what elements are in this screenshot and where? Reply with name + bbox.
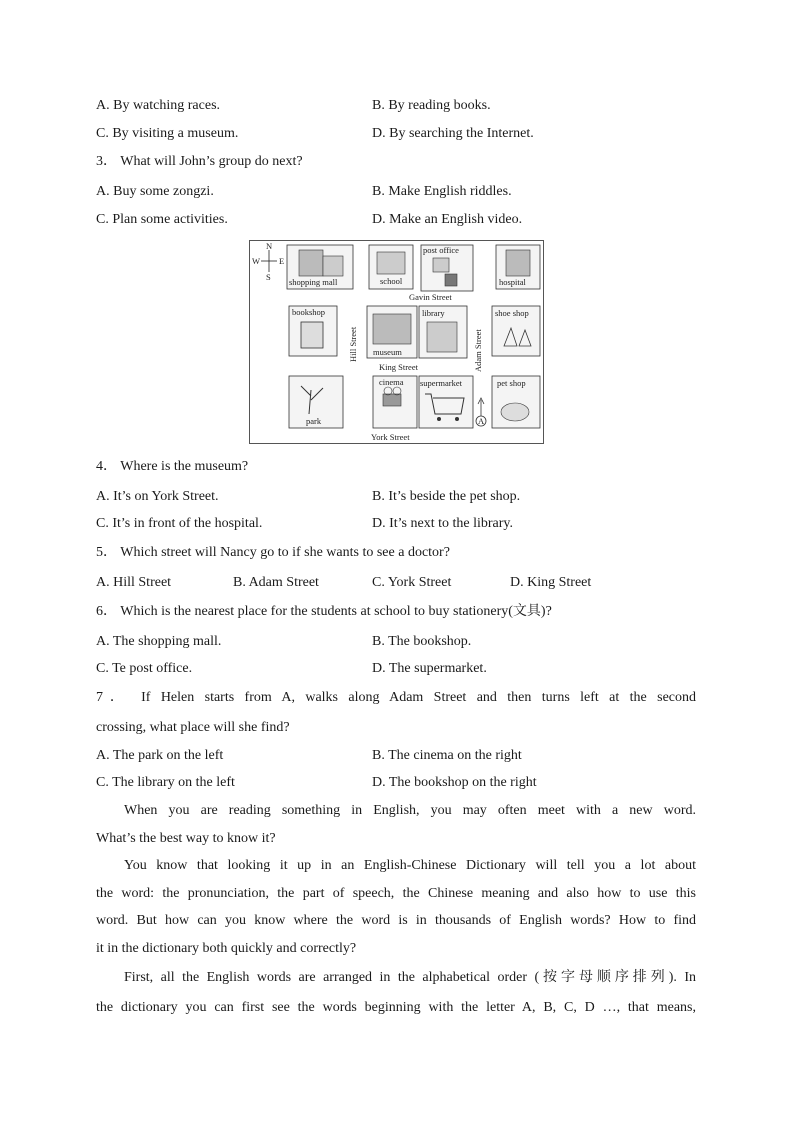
q6-option-b: B. The bookshop. (372, 634, 472, 649)
q5-option-a: A. Hill Street (96, 575, 172, 590)
label-king-street: King Street (379, 362, 418, 372)
shoe-shop-block (492, 306, 540, 356)
label-adam-street: Adam Street (473, 329, 483, 372)
compass-s: S (266, 272, 271, 282)
q5-option-c: C. York Street (372, 575, 452, 590)
school-icon (377, 252, 405, 274)
q7-option-d: D. The bookshop on the right (372, 775, 537, 790)
passage-p1-line1: When you are reading something in English, you may often meet with a new word. (124, 803, 696, 818)
q6-stem: 6． Which is the nearest place for the students at school to buy stationery(文具)? (96, 604, 552, 619)
library-icon (427, 322, 457, 352)
q5-option-d: D. King Street (510, 575, 592, 590)
q6-option-d: D. The supermarket. (372, 661, 487, 676)
pet-shop-block (492, 376, 540, 428)
q6-option-c: C. Te post office. (96, 661, 193, 676)
q3-option-c: C. Plan some activities. (96, 212, 228, 227)
camera-icon (383, 394, 401, 406)
q7-option-b: B. The cinema on the right (372, 748, 522, 763)
hospital-icon (506, 250, 530, 276)
q2-option-d: D. By searching the Internet. (372, 126, 534, 141)
q7-stem-line1: 7． If Helen starts from A, walks along Adam Street and then turns left at the second (96, 690, 696, 705)
label-hospital: hospital (499, 277, 526, 287)
q7-stem-line2: crossing, what place will she find? (96, 720, 290, 735)
label-post-office: post office (423, 245, 459, 255)
passage-p3-line1: First, all the English words are arranged in the alphabetical order (按字母顺序排列). In (124, 970, 696, 985)
label-museum: museum (373, 347, 402, 357)
passage-p2-line1: You know that looking it up in an English-Chinese Dictionary will tell you a lot about (124, 858, 696, 873)
museum-block (367, 306, 417, 358)
cinema-block (373, 376, 417, 428)
q4-stem: 4． Where is the museum? (96, 459, 249, 474)
label-shopping-mall: shopping mall (289, 277, 338, 287)
passage-p1-line2: What’s the best way to know it? (96, 831, 276, 846)
q6-option-a: A. The shopping mall. (96, 634, 222, 649)
label-point-a: A (478, 416, 485, 426)
shopping-mall-icon (299, 250, 323, 276)
school-block (369, 245, 413, 289)
q2-option-a: A. By watching races. (96, 98, 221, 113)
compass-e: E (279, 256, 285, 266)
library-block (419, 306, 467, 358)
q7-option-c: C. The library on the left (96, 775, 235, 790)
passage-p2-line4: it in the dictionary both quickly and correctly? (96, 941, 357, 956)
label-library: library (422, 308, 445, 318)
q5-option-b: B. Adam Street (233, 575, 319, 590)
q4-option-b: B. It’s beside the pet shop. (372, 489, 521, 504)
label-shoe-shop: shoe shop (495, 308, 529, 318)
shopping-mall-block (287, 245, 353, 289)
label-bookshop: bookshop (292, 307, 326, 317)
q7-option-a: A. The park on the left (96, 748, 224, 763)
label-pet-shop: pet shop (497, 378, 526, 388)
street-map-figure (249, 240, 544, 444)
q3-option-a: A. Buy some zongzi. (96, 184, 214, 199)
label-supermarket: supermarket (420, 378, 463, 388)
label-york-street: York Street (371, 432, 410, 442)
park-block (289, 376, 343, 428)
supermarket-block (419, 376, 473, 428)
label-park: park (306, 416, 322, 426)
label-hill-street: Hill Street (348, 326, 358, 362)
post-office-block (421, 245, 473, 291)
q3-stem: 3． What will John’s group do next? (96, 154, 303, 169)
book-icon (301, 322, 323, 348)
compass-w: W (252, 256, 261, 266)
label-school: school (380, 276, 403, 286)
q2-option-c: C. By visiting a museum. (96, 126, 239, 141)
hospital-block (496, 245, 540, 289)
q4-option-a: A. It’s on York Street. (96, 489, 219, 504)
post-office-icon (433, 258, 449, 272)
label-gavin-street: Gavin Street (409, 292, 452, 302)
museum-icon (373, 314, 411, 344)
q4-option-d: D. It’s next to the library. (372, 516, 514, 531)
q4-option-c: C. It’s in front of the hospital. (96, 516, 263, 531)
cat-icon (501, 403, 529, 421)
passage-p3-line2: the dictionary you can first see the words beginning with the letter A, B, C, D …, that means, (96, 1000, 696, 1015)
q3-option-b: B. Make English riddles. (372, 184, 512, 199)
q2-option-b: B. By reading books. (372, 98, 491, 113)
compass-n: N (266, 241, 273, 251)
bookshop-block (289, 306, 337, 356)
passage-p2-line2: the word: the pronunciation, the part of speech, the Chinese meaning and also how to use this (96, 886, 696, 901)
q3-option-d: D. Make an English video. (372, 212, 523, 227)
q5-stem: 5． Which street will Nancy go to if she wants to see a doctor? (96, 545, 450, 560)
passage-p2-line3: word. But how can you know where the word is in thousands of English words? How to find (96, 913, 696, 928)
label-cinema: cinema (379, 377, 404, 387)
